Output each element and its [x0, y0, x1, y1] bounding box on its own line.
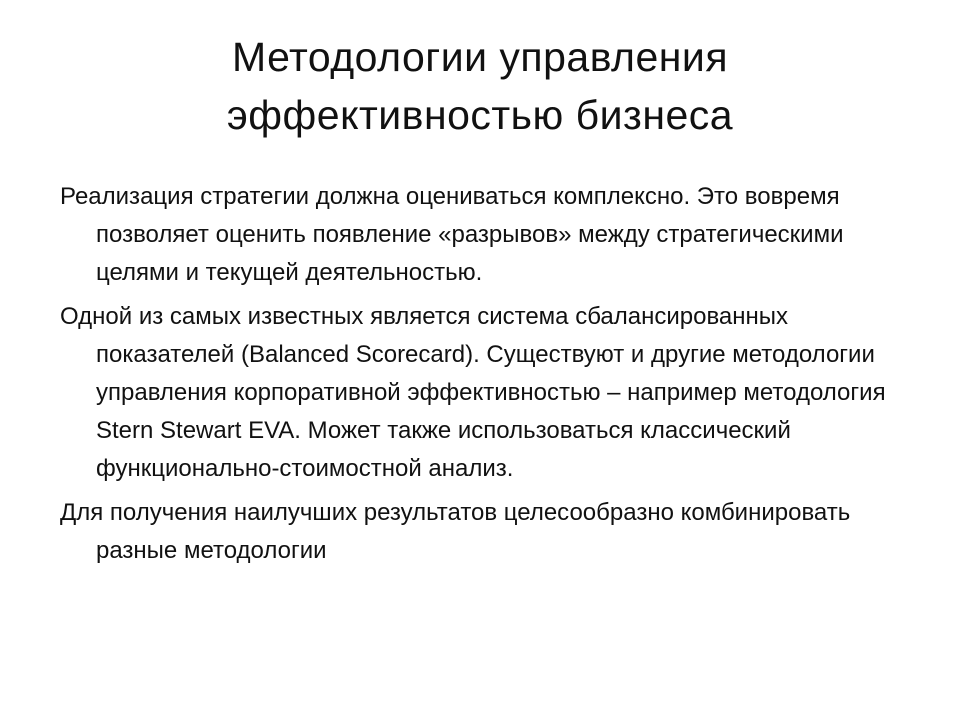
title-line-1: Методологии управления	[231, 34, 729, 80]
paragraph-recommendation: Для получения наилучших результатов целесообразно комбинировать разные методологии	[60, 499, 851, 564]
slide-body	[60, 178, 920, 576]
slide-title	[60, 28, 900, 144]
paragraph-methodologies: Одной из самых известных является система сбалансированных показателей (Balanced Scorecard). Существуют и другие методологии управления корпоративной эффективностью – например методология Stern Stewart EVA. Может также использоваться классический функционально-стоимостной анализ.	[60, 303, 886, 482]
title-line-2: эффективностью бизнеса	[226, 92, 734, 138]
paragraph-strategy-evaluation: Реализация стратегии должна оцениваться комплексно. Это вовремя позволяет оценить появление «разрывов» между стратегическими целями и текущей деятельностью.	[60, 183, 844, 286]
